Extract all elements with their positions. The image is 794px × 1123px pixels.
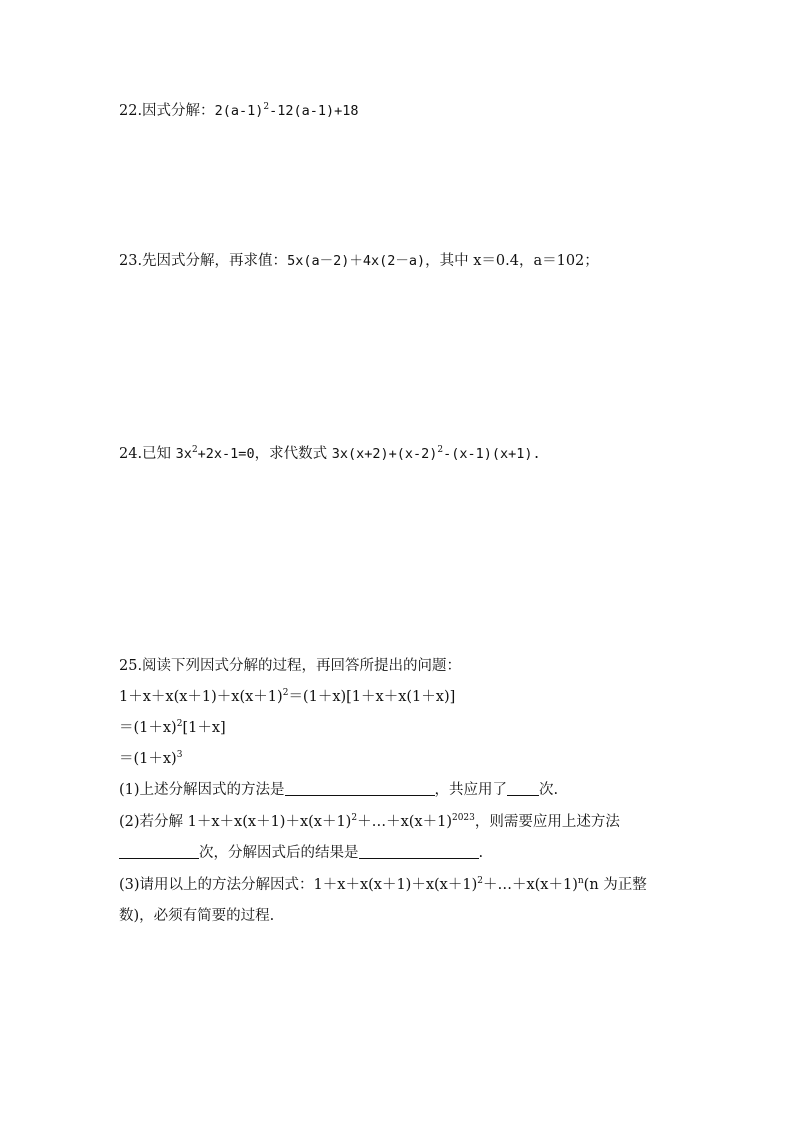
q25-step3-part1: ＝(1＋x) [119, 751, 177, 767]
q24-expression-part2: -(x-1)(x+1). [443, 446, 541, 462]
q25-p3-exponent-n: n [577, 876, 584, 886]
q23-label: 23.先因式分解，再求值： [119, 253, 288, 269]
q24-condition-part1: 3x [175, 446, 192, 462]
q24-expression-exponent: 2 [437, 445, 444, 455]
q24-label: 24.已知 [119, 446, 176, 462]
q25-step-2 [119, 718, 226, 738]
q24-mid-text: ，求代数式 [254, 446, 332, 462]
q25-p2-exponent-2: 2023 [451, 813, 475, 823]
q25-part-1 [119, 780, 558, 800]
q25-part-2-line-2 [119, 843, 483, 863]
q25-p2-result-blank[interactable] [359, 844, 479, 859]
q25-p2-text-a: (2)若分解 1＋x＋x(x＋1)＋x(x＋1) [119, 814, 352, 830]
q24-expression-part1: 3x(x+2)+(x-2) [331, 446, 438, 462]
question-22 [119, 101, 358, 121]
q25-part-3-line-1 [119, 875, 647, 895]
q25-p3-text-c: (n 为正整 [583, 877, 647, 893]
q25-part-2-line-1 [119, 812, 620, 832]
question-25-title [119, 656, 461, 676]
q23-condition: ，其中 x＝0.4，a＝102； [425, 253, 599, 269]
q22-label: 22.因式分解： [119, 103, 215, 119]
q25-step1-part2: ＝(1＋x)[1＋x＋x(1＋x)] [288, 689, 456, 705]
q25-step-3 [119, 749, 182, 769]
q24-condition-exponent: 2 [191, 445, 198, 455]
q25-p2-text-c: ，则需要应用上述方法 [474, 814, 620, 830]
q25-p1-count-blank[interactable] [507, 781, 539, 796]
q25-p3-text-d: 数)，必须有简要的过程. [119, 908, 275, 924]
q25-p1-text-a: (1)上述分解因式的方法是 [119, 782, 285, 798]
q25-p1-text-b: ，共应用了 [434, 782, 508, 798]
q25-p3-text-b: ＋…＋x(x＋1) [482, 877, 578, 893]
q25-p1-text-c: 次. [539, 782, 559, 798]
q25-step2-part1: ＝(1＋x) [119, 720, 177, 736]
q23-expression: 5x(a－2)＋4x(2－a) [287, 253, 426, 269]
q25-p3-text-a: (3)请用以上的方法分解因式：1＋x＋x(x＋1)＋x(x＋1) [119, 877, 478, 893]
q22-expression-part2: -12(a-1)+18 [269, 103, 359, 119]
q25-p3-exponent-1: 2 [477, 876, 483, 886]
q25-p2-count-blank[interactable] [119, 844, 199, 859]
q25-step1-exponent: 2 [282, 688, 289, 698]
q25-step2-part2: [1＋x] [182, 720, 226, 736]
q25-p2-text-b: ＋…＋x(x＋1) [357, 814, 452, 830]
q25-part-3-line-2 [119, 906, 274, 926]
q25-step-1 [119, 687, 455, 707]
q25-p2-text-d: 次，分解因式后的结果是 [199, 845, 359, 861]
q25-label: 25.阅读下列因式分解的过程，再回答所提出的问题： [119, 658, 462, 674]
q24-condition-part2: +2x-1=0 [197, 446, 255, 462]
q25-step1-part1: 1＋x＋x(x＋1)＋x(x＋1) [119, 689, 283, 705]
q25-p1-method-blank[interactable] [285, 781, 435, 796]
q25-p2-exponent-1: 2 [351, 813, 358, 823]
q25-step2-exponent: 2 [176, 719, 183, 729]
question-23 [119, 251, 599, 271]
q25-p2-text-e: . [478, 845, 484, 861]
q25-step3-exponent: 3 [176, 750, 183, 760]
q22-exponent: 2 [263, 102, 270, 112]
q22-expression-part1: 2(a-1) [214, 103, 264, 119]
question-24 [119, 444, 541, 464]
